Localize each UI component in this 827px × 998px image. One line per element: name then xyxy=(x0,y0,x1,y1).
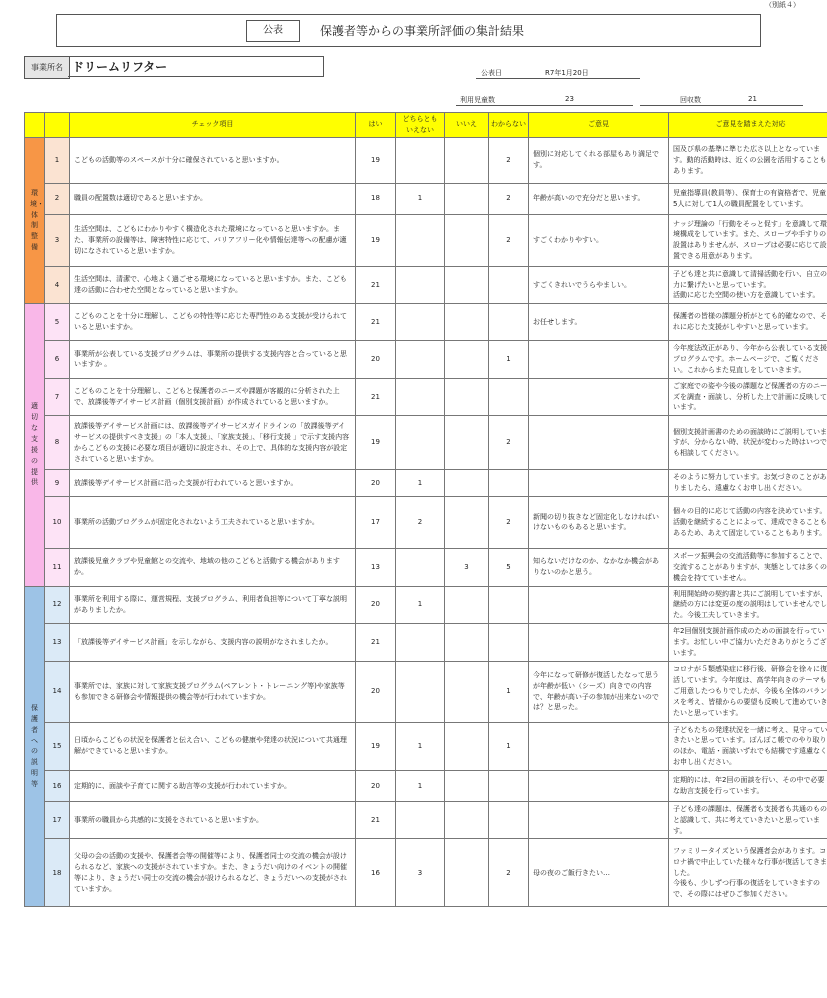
yes-count: 19 xyxy=(356,722,396,770)
response: 今年度法改正があり、今年から公表している支援プログラムです。ホームページで、ご覧ください。これからまた見直しをしていきます。 xyxy=(669,341,827,379)
neither-count xyxy=(396,137,445,183)
opinion: 個別に対応してくれる部屋もあり満足です。 xyxy=(529,137,669,183)
response: 子どもたちの発達状況を一緒に考え、見守っていきたいと思っています。ぽんぽこ帳でのやり取りのほか、電話・面談いずれでも結構です遠慮なくお申し出ください。 xyxy=(669,722,827,770)
item-number: 11 xyxy=(45,548,70,586)
header-response: ご意見を踏まえた対応 xyxy=(669,113,827,138)
office-label: 事業所名 xyxy=(24,56,70,79)
table-row xyxy=(25,416,827,470)
unknown-count xyxy=(489,801,529,839)
no-count xyxy=(445,214,489,266)
no-count xyxy=(445,624,489,662)
no-count: 3 xyxy=(445,548,489,586)
table-row xyxy=(25,722,827,770)
response: 定期的には、年2回の面談を行い、その中で必要な助言支援を行っています。 xyxy=(669,770,827,801)
table-row xyxy=(25,770,827,801)
response: 子ども達の課題は、保護者も支援者も共通のものと認識して、共に考えていきたいと思っています。 xyxy=(669,801,827,839)
unknown-count: 2 xyxy=(489,839,529,907)
table-row xyxy=(25,137,827,183)
neither-count: 1 xyxy=(396,770,445,801)
item-number: 9 xyxy=(45,470,70,497)
opinion xyxy=(529,722,669,770)
response: そのように努力しています。お気づきのことがありましたら、遠慮なくお申し出ください。 xyxy=(669,470,827,497)
table-row xyxy=(25,548,827,586)
yes-count: 20 xyxy=(356,586,396,624)
no-count xyxy=(445,183,489,214)
unknown-count: 1 xyxy=(489,722,529,770)
item-number: 5 xyxy=(45,304,70,341)
check-item: こどものことを十分理解し、こどもと保護者のニーズや課題が客観的に分析された上で、放課後等デイサービス計画（個別支援計画）が作成されていると思いますか。 xyxy=(70,378,356,416)
responses-count: 21 xyxy=(748,95,757,103)
table-row xyxy=(25,304,827,341)
unknown-count: 1 xyxy=(489,661,529,722)
responses-underline xyxy=(640,93,803,106)
neither-count xyxy=(396,341,445,379)
header-neither: どちらとも いえない xyxy=(396,113,445,138)
pub-date-label: 公表日 xyxy=(481,69,502,77)
check-item: 事業所では、家族に対して家族支援プログラム(ペアレント・トレーニング等)や家族等も参加できる研修会や情報提供の機会等が行われていますか。 xyxy=(70,661,356,722)
unknown-count xyxy=(489,770,529,801)
no-count xyxy=(445,801,489,839)
response: 個々の目的に応じて活動の内容を決めています。活動を継続することによって、達成できることもあるため、あえて固定していることもあります。 xyxy=(669,496,827,548)
yes-count: 16 xyxy=(356,839,396,907)
opinion xyxy=(529,801,669,839)
check-item: 父母の会の活動の支援や、保護者会等の開催等により、保護者同士の交流の機会が設けられるなど、家族への支援がされていますか。また、きょうだい向けのイベントの開催等により、きょうだい同士の交流の機会が設けられるなど、きょうだいへの支援がされていますか。 xyxy=(70,839,356,907)
item-number: 2 xyxy=(45,183,70,214)
yes-count: 19 xyxy=(356,416,396,470)
table-row xyxy=(25,214,827,266)
response: ナッジ理論の「行動をそっと促す」を意識して環境構成をしています。また、スロープや手すりの設置はありませんが、スロープは必要に応じて設置できる用意があります。 xyxy=(669,214,827,266)
yes-count: 21 xyxy=(356,378,396,416)
item-number: 15 xyxy=(45,722,70,770)
response: 児童指導員(教員等）、保育士の有資格者で、児童5人に対して1人の職員配置をしています。 xyxy=(669,183,827,214)
header-no: いいえ xyxy=(445,113,489,138)
office-name: ドリームリフター xyxy=(68,56,324,77)
no-count xyxy=(445,378,489,416)
response: 個別支援計画書のための面談時にご説明していますが、分からない時、状況が変わった時はいつでも相談してください。 xyxy=(669,416,827,470)
item-number: 7 xyxy=(45,378,70,416)
unknown-count xyxy=(489,586,529,624)
no-count xyxy=(445,470,489,497)
no-count xyxy=(445,722,489,770)
neither-count xyxy=(396,304,445,341)
item-number: 16 xyxy=(45,770,70,801)
no-count xyxy=(445,770,489,801)
unknown-count: 2 xyxy=(489,496,529,548)
neither-count xyxy=(396,548,445,586)
header-yes: はい xyxy=(356,113,396,138)
page-title: 保護者等からの事業所評価の集計結果 xyxy=(320,24,525,38)
opinion xyxy=(529,416,669,470)
no-count xyxy=(445,137,489,183)
no-count xyxy=(445,304,489,341)
check-item: こどものことを十分に理解し、こどもの特性等に応じた専門性のある支援が受けられていると思いますか。 xyxy=(70,304,356,341)
opinion: 知らないだけなのか、なかなか機会がありないのかと思う。 xyxy=(529,548,669,586)
check-item: 事業所が公表している支援プログラムは、事業所の提供する支援内容と合っていると思いますか 。 xyxy=(70,341,356,379)
header-unknown: わからない xyxy=(489,113,529,138)
neither-count xyxy=(396,624,445,662)
users-underline xyxy=(456,93,633,106)
table-row xyxy=(25,661,827,722)
unknown-count xyxy=(489,470,529,497)
item-number: 8 xyxy=(45,416,70,470)
unknown-count: 5 xyxy=(489,548,529,586)
check-item: 日頃からこどもの状況を保護者と伝え合い、こどもの健康や発達の状況について共通理解ができていると思いますか。 xyxy=(70,722,356,770)
no-count xyxy=(445,341,489,379)
neither-count xyxy=(396,661,445,722)
unknown-count xyxy=(489,378,529,416)
neither-count: 3 xyxy=(396,839,445,907)
check-item: 放課後児童クラブや児童館との交流や、地域の他のこどもと活動する機会がありますか。 xyxy=(70,548,356,586)
category-label xyxy=(25,586,45,907)
yes-count: 20 xyxy=(356,341,396,379)
check-item: 放課後等デイサービス計画には、放課後等デイサービスガイドラインの「放課後等デイサービスの提供すべき支援」の「本人支援」、「家族支援」、「移行支援 」で示す支援内容からこどもの支援に必要な項目が適切に設定され、その上で、具体的な支援内容が設定されていると思いますか。 xyxy=(70,416,356,470)
neither-count xyxy=(396,378,445,416)
no-count xyxy=(445,496,489,548)
item-number: 13 xyxy=(45,624,70,662)
pub-date: R7年1月20日 xyxy=(545,69,589,77)
table-row xyxy=(25,624,827,662)
opinion: すごくわかりやすい。 xyxy=(529,214,669,266)
opinion xyxy=(529,586,669,624)
unknown-count: 2 xyxy=(489,214,529,266)
unknown-count: 2 xyxy=(489,137,529,183)
unknown-count xyxy=(489,266,529,304)
opinion: 今年になって研修が復活したなって思うが年齢が低い（シーズ）向きでの内容で、年齢が高い子の参加が出来ないのでは？と思った。 xyxy=(529,661,669,722)
unknown-count: 2 xyxy=(489,416,529,470)
neither-count xyxy=(396,801,445,839)
opinion xyxy=(529,378,669,416)
check-item: 生活空間は、こどもにわかりやすく構造化された環境になっていると思いますか。また、事業所の設備等は、障害特性に応じて、バリアフリー化や情報伝達等への配慮が適切になされていると思いますか。 xyxy=(70,214,356,266)
users-count: 23 xyxy=(565,95,574,103)
opinion xyxy=(529,770,669,801)
check-item: こどもの活動等のスペースが十分に確保されていると思いますか。 xyxy=(70,137,356,183)
neither-count: 1 xyxy=(396,722,445,770)
opinion: 年齢が高いので充分だと思います。 xyxy=(529,183,669,214)
item-number: 3 xyxy=(45,214,70,266)
category-text: 適切な支援の提供 xyxy=(31,402,38,487)
annex-note: （別紙４） xyxy=(765,1,800,9)
category-label xyxy=(25,304,45,586)
table-row xyxy=(25,801,827,839)
item-number: 12 xyxy=(45,586,70,624)
response: 子ども達と共に意識して清掃活動を行い、自立の力に繋げたいと思っています。 活動に応じた空間の使い方を意識しています。 xyxy=(669,266,827,304)
table-row xyxy=(25,496,827,548)
table-row xyxy=(25,183,827,214)
check-item: 「放課後等デイサービス計画」を示しながら、支援内容の説明がなされましたか。 xyxy=(70,624,356,662)
opinion: 新聞の切り抜きなど固定化しなければいけないものもあると思います。 xyxy=(529,496,669,548)
no-count xyxy=(445,586,489,624)
opinion: お任せします。 xyxy=(529,304,669,341)
table-row xyxy=(25,266,827,304)
header-number xyxy=(45,113,70,138)
header-category xyxy=(25,113,45,138)
yes-count: 17 xyxy=(356,496,396,548)
check-item: 事業所の職員から共感的に支援をされていると思いますか。 xyxy=(70,801,356,839)
neither-count: 1 xyxy=(396,183,445,214)
neither-count xyxy=(396,266,445,304)
unknown-count: 2 xyxy=(489,183,529,214)
responses-label: 回収数 xyxy=(680,96,701,104)
check-item: 定期的に、面談や子育てに関する助言等の支援が行われていますか。 xyxy=(70,770,356,801)
publication-badge: 公表 xyxy=(246,20,300,42)
opinion xyxy=(529,470,669,497)
response: 利用開始時の契約書と共にご説明していますが、継続の方には変更の度の説明はしていませんでした。今後工夫していきます。 xyxy=(669,586,827,624)
neither-count xyxy=(396,416,445,470)
unknown-count xyxy=(489,304,529,341)
header-check-item: チェック項目 xyxy=(70,113,356,138)
yes-count: 20 xyxy=(356,770,396,801)
response: ファミリータイズという保護者会があります。コロナ禍で中止していた様々な行事が復活してきました。 今後も、少しずつ行事の復活をしていきますので、その際にはぜひご参加ください。 xyxy=(669,839,827,907)
yes-count: 21 xyxy=(356,304,396,341)
check-item: 職員の配置数は適切であると思いますか。 xyxy=(70,183,356,214)
item-number: 10 xyxy=(45,496,70,548)
category-text: 環境・体制整備 xyxy=(30,188,44,252)
header-opinion: ご意見 xyxy=(529,113,669,138)
table-header-row xyxy=(25,113,827,138)
yes-count: 19 xyxy=(356,137,396,183)
yes-count: 21 xyxy=(356,624,396,662)
category-text: 保護者への説明等 xyxy=(31,704,38,789)
check-item: 事業所の活動プログラムが固定化されないよう工夫されていると思いますか。 xyxy=(70,496,356,548)
unknown-count: 1 xyxy=(489,341,529,379)
table-row xyxy=(25,470,827,497)
check-item: 事業所を利用する際に、運営規程、支援プログラム、利用者負担等について丁寧な説明がありましたか。 xyxy=(70,586,356,624)
table-row xyxy=(25,839,827,907)
item-number: 18 xyxy=(45,839,70,907)
response: 国及び県の基準に準じた広さ以上となっています。動的活動時は、近くの公園を活用することもあります。 xyxy=(669,137,827,183)
table-row xyxy=(25,341,827,379)
table-row xyxy=(25,378,827,416)
neither-count: 2 xyxy=(396,496,445,548)
neither-count xyxy=(396,214,445,266)
item-number: 14 xyxy=(45,661,70,722)
no-count xyxy=(445,266,489,304)
yes-count: 19 xyxy=(356,214,396,266)
yes-count: 21 xyxy=(356,801,396,839)
item-number: 6 xyxy=(45,341,70,379)
item-number: 17 xyxy=(45,801,70,839)
opinion xyxy=(529,341,669,379)
evaluation-table xyxy=(24,112,827,907)
category-label xyxy=(25,137,45,304)
check-item: 放課後等デイサービス計画に沿った支援が行われていると思いますか。 xyxy=(70,470,356,497)
yes-count: 21 xyxy=(356,266,396,304)
no-count xyxy=(445,416,489,470)
response: 保護者の皆様の課題分析がとても的確なので、それに応じた支援がしやすいと思っています。 xyxy=(669,304,827,341)
response: コロナが５類感染症に移行後、研修会を徐々に復活しています。今年度は、高学年向きのテーマもご用意したつもりでしたが、今後も全体のバランスを考え、皆様からの要望も反映して進めていきたいと思っています。 xyxy=(669,661,827,722)
no-count xyxy=(445,661,489,722)
users-label: 利用児童数 xyxy=(460,96,495,104)
no-count xyxy=(445,839,489,907)
yes-count: 18 xyxy=(356,183,396,214)
item-number: 4 xyxy=(45,266,70,304)
response: ご家庭での姿や今後の課題など保護者の方のニーズを調査・面談し、分析した上で計画に反映しています。 xyxy=(669,378,827,416)
check-item: 生活空間は、清潔で、心地よく過ごせる環境になっていると思いますか。また、こども達の活動に合わせた空間となっていると思いますか。 xyxy=(70,266,356,304)
yes-count: 20 xyxy=(356,470,396,497)
neither-count: 1 xyxy=(396,470,445,497)
response: スポーツ振興会の交流活動等に参加することで、交流することがありますが、実態としては多くの機会を持てていません。 xyxy=(669,548,827,586)
yes-count: 20 xyxy=(356,661,396,722)
response: 年2回個別支援計画作成のための面談を行っています。お忙しい中ご協力いただきありがとうございます。 xyxy=(669,624,827,662)
neither-count: 1 xyxy=(396,586,445,624)
unknown-count xyxy=(489,624,529,662)
opinion xyxy=(529,624,669,662)
opinion: すごくきれいでうらやましい。 xyxy=(529,266,669,304)
yes-count: 13 xyxy=(356,548,396,586)
opinion: 母の夜のご飯行きたい… xyxy=(529,839,669,907)
item-number: 1 xyxy=(45,137,70,183)
table-row xyxy=(25,586,827,624)
